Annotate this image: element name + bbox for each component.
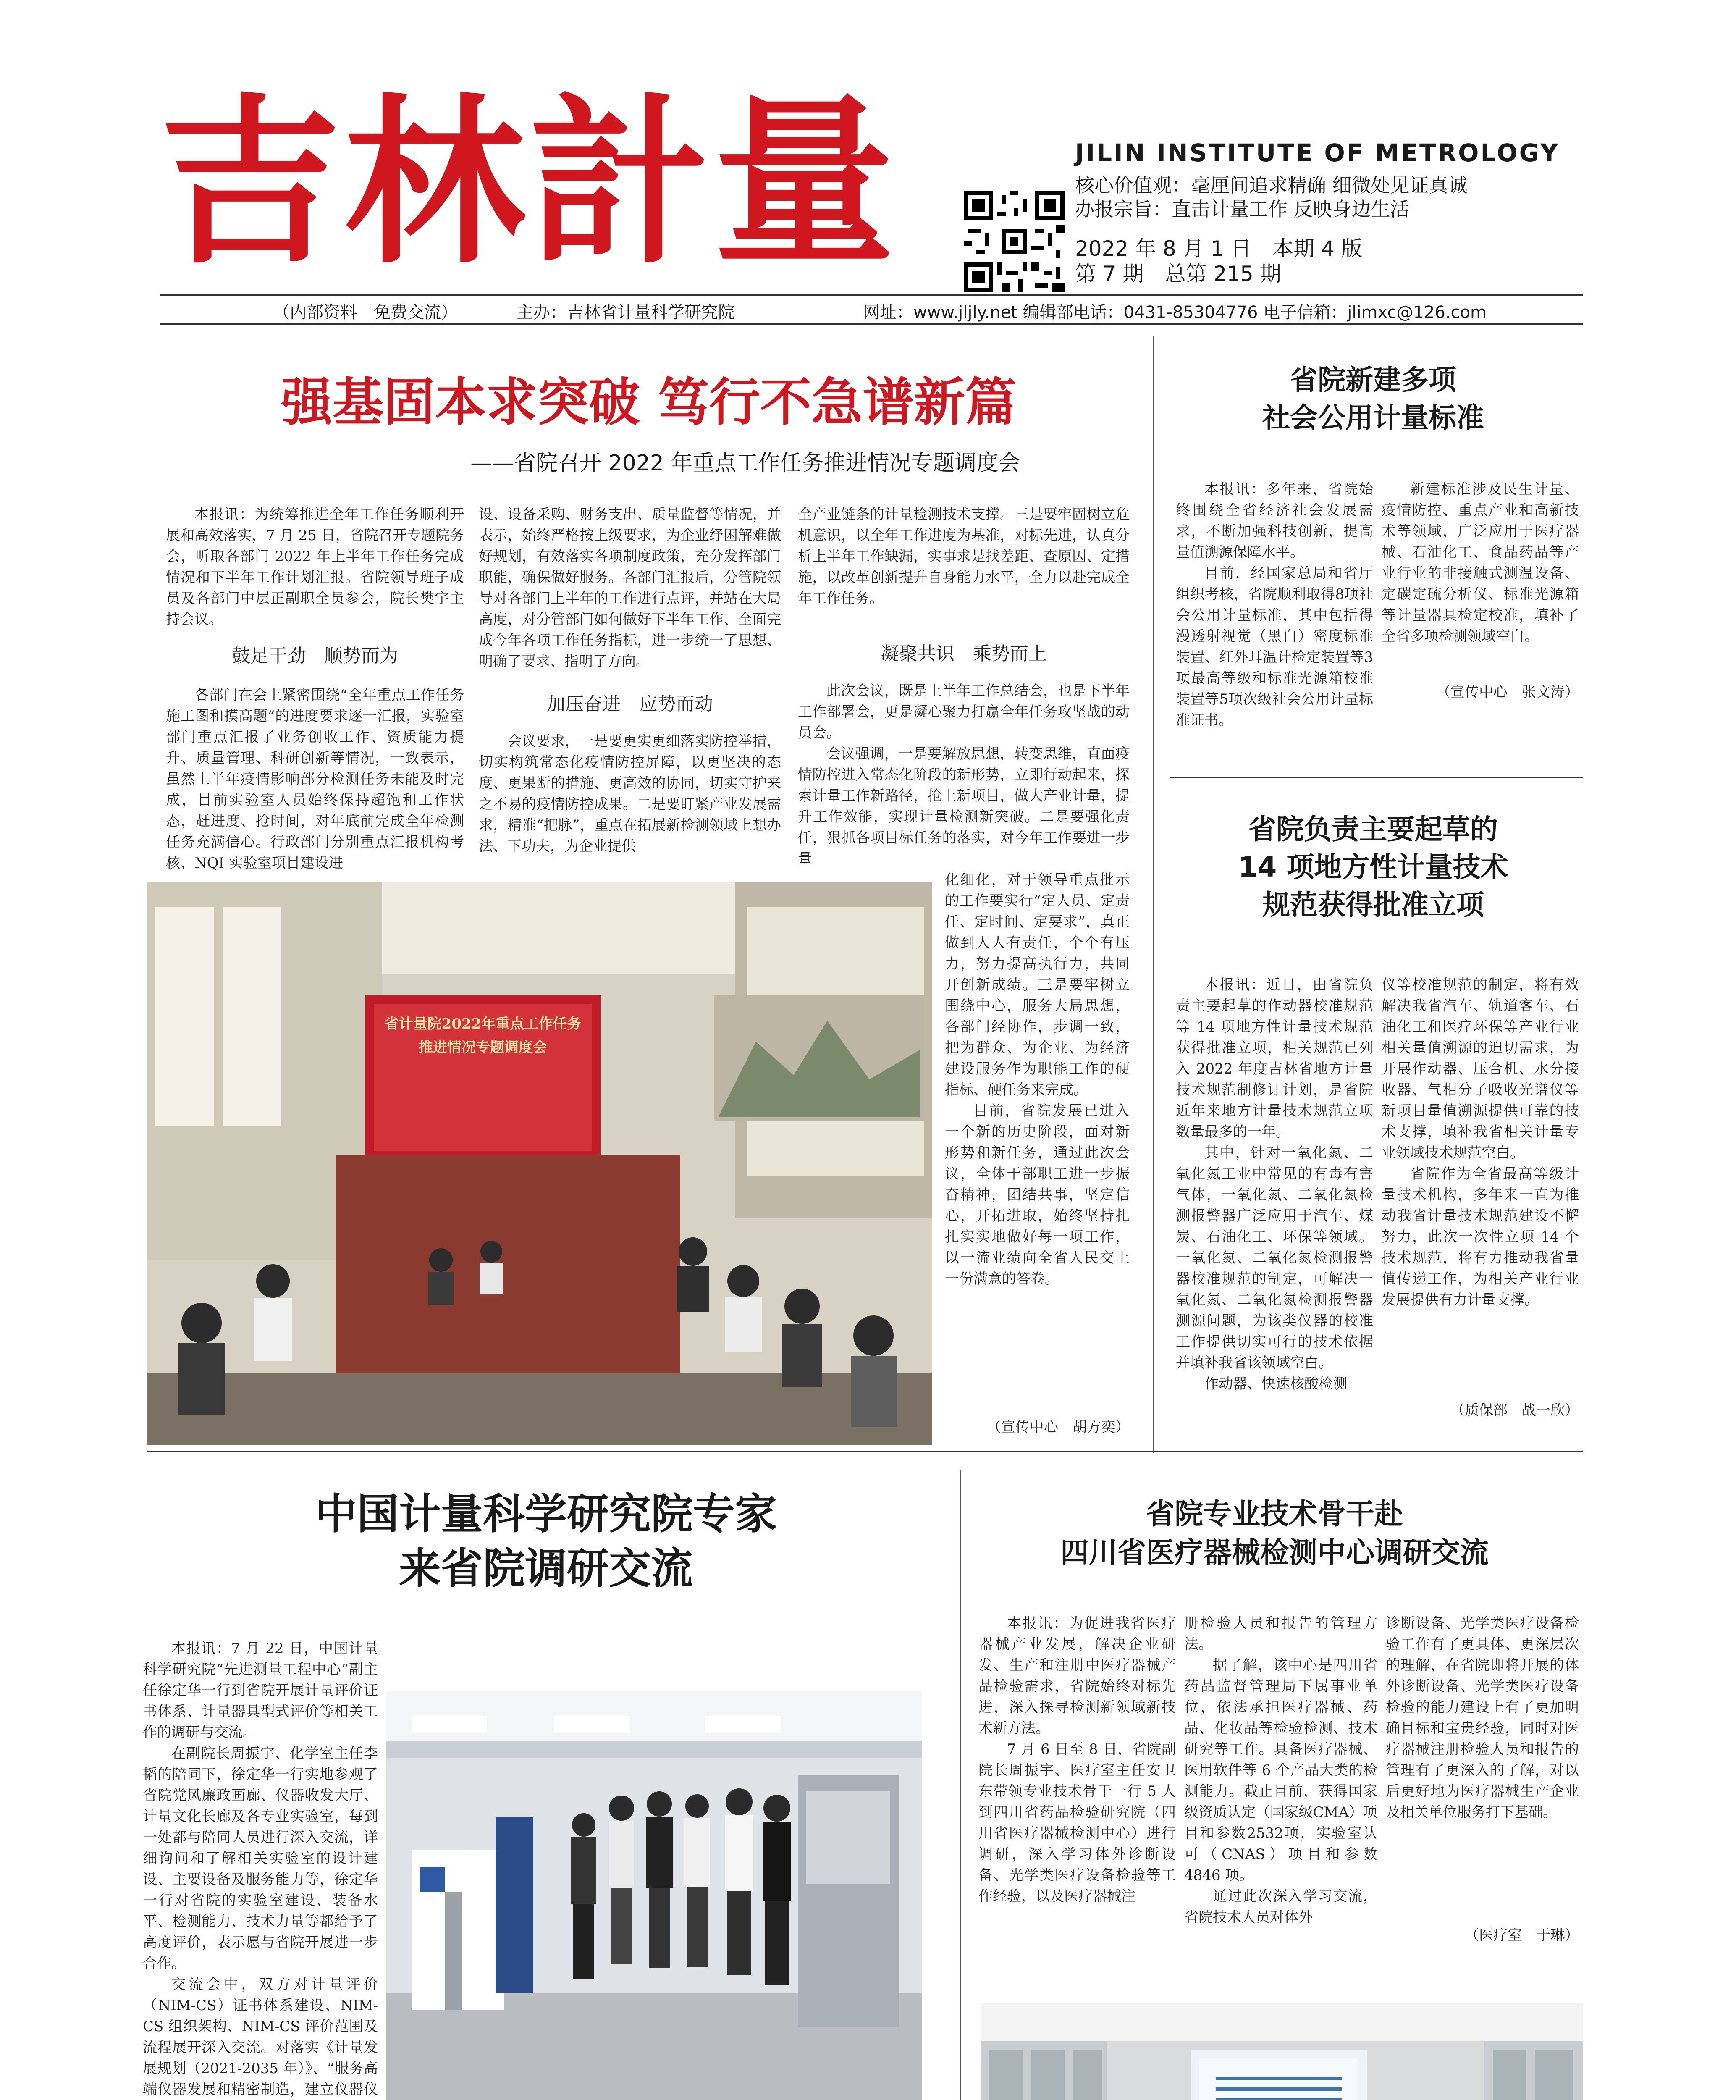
lead-credit: （宣传中心 胡方奕） [987,1419,1130,1436]
lead-photo-screen-text: 省计量院2022年重点工作任务推进情况专题调度会 [384,1016,582,1056]
infobar-contact: 网址：www.jljly.net 编辑部电话：0431-85304776 电子信箱：jlimxc@126.com [863,303,1487,322]
article-d-col2-p3: 通过此次深入学习交流，省院技术人员对体外 [1184,1888,1377,1926]
lead-col3-p2: 此次会议，既是上半年工作总结会，也是下半年工作部署会，更是凝心聚力打赢全年任务攻坚战的动员会。 [798,682,1130,741]
article-b-col1 [1176,974,1373,1394]
lead-col2-p2: 会议要求，一是要更实更细落实防控举措，切实构筑常态化疫情防控屏障，以更坚决的态度、更果断的措施、更高效的协同，切实守护来之不易的疫情防控成果。二是要盯紧产业发展需求，精准“把脉”，重点在拓展新检测领域上想办法、下功夫，为企业提供 [479,733,781,855]
article-b-col1-p3: 作动器、快速核酸检测 [1204,1376,1347,1392]
lead-col3 [798,504,1130,609]
infobar-top-rule [160,294,1583,296]
article-b-credit: （质保部 战一欣） [1450,1402,1579,1419]
article-b-title-1: 省院负责主要起草的 [1248,813,1498,845]
lead-col2-p1: 设、设备采购、财务支出、质量监督等情况，并表示，始终严格按上级要求，为企业纾困解难做好规划，有效落实各项制度政策，充分发挥部门职能，确保做好服务。各部门汇报后，分管院领导对各部门上半年的工作进行点评，并站在大局高度，对分管部门如何做好下半年工作、全面完成今年各项工作任务指标，进一步统一了思想、明确了要求、指明了方向。 [479,506,781,670]
lead-col1-b [166,685,464,874]
core-values: 核心价值观：毫厘间追求精确 细微处见证真诚 [1075,174,1468,197]
article-a-col1 [1176,479,1373,731]
lead-col2 [479,504,781,672]
lead-col4-p2: 目前，省院发展已进入一个新的历史阶段，面对新形势和新任务，通过此次会议，全体干部职工进一步振奋精神，团结共事，坚定信心，开拓进取，始终坚持扎扎实实地做好每一项工作，以一流业绩向全省人民交上一份满意的答卷。 [945,1102,1130,1287]
article-a-title-1: 省院新建多项 [1290,364,1456,396]
article-d-col1 [978,1613,1176,1907]
qr-code-icon [964,191,1065,292]
article-a-col2-p1: 新建标准涉及民生计量、疫情防控、重点产业和高新技术等领域，广泛应用于医疗器械、石油化工、食品药品等产业行业的非接触式测温设备、定碳定硫分析仪、标准光源箱等计量器具检定校准，填补了全省多项检测领域空白。 [1382,481,1579,645]
lead-meeting-photo [147,882,932,1445]
article-a-rule [1170,777,1583,778]
article-b-col2 [1382,974,1579,1310]
lead-col3-b [798,680,1130,869]
article-a-credit: （宣传中心 张文涛） [1436,684,1579,701]
lead-headline: 强基固本求突破 笃行不急谱新篇 [281,373,1017,432]
lead-col1-p1: 本报讯：为统筹推进全年工作任务顺利开展和高效落实，7 月 25 日，省院召开专题院务会，听取各部门 2022 年上半年工作任务完成情况和下半年工作计划汇报。省院领导班子成员及各部门中层正副职全员参会，院长樊宇主持会议。 [166,506,464,628]
lead-subtitle: ——省院召开 2022 年重点工作任务推进情况专题调度会 [470,451,1020,476]
infobar-sponsor: 主办：吉林省计量科学研究院 [517,303,735,322]
article-d-title-2: 四川省医疗器械检测中心调研交流 [1060,1536,1489,1570]
article-d-col2-p1: 册检验人员和报告的管理方法。 [1184,1615,1377,1653]
lead-col1 [166,504,464,630]
article-c-headline [151,1487,941,1596]
article-a-title-2: 社会公用计量标准 [1262,402,1484,434]
article-d-title-1: 省院专业技术骨干赴 [1146,1498,1403,1531]
article-c-col1-p1: 本报讯：7 月 22 日，中国计量科学研究院“先进测量工程中心”副主任徐定华一行到省院开展计量评价证书体系、计量器具型式评价等相关工作的调研与交流。 [143,1640,378,1741]
article-d-meeting-photo [981,2003,1583,2100]
lead-col1-p2: 各部门在会上紧密围绕“全年重点工作任务施工图和摸高题”的进度要求逐一汇报，实验室部门重点汇报了业务创收工作、资质能力提升、质量管理、科研创新等情况，一致表示，虽然上半年疫情影响部分检测任务未能及时完成，目前实验室人员始终保持超饱和工作状态，赶进度、抢时间，对年底前完成全年检测任务充满信心。行政部门分别重点汇报机构考核、NQI 实验室项目建设进 [166,687,464,872]
article-b-col1-p1: 本报讯：近日，由省院负责主要起草的作动器校准规范等 14 项地方性计量技术规范获得批准立项，相关规范已列入 2022 年度吉林省地方计量技术规范制修订计划，是省院近年来地方计量技术规范立项数量最多的一年。 [1176,976,1373,1140]
lead-subhead-2: 加压奋进 应势而动 [547,693,713,715]
article-a-col1-p2: 目前，经国家总局和省厅组织考核，省院顺利取得8项社会公用计量标准，其中包括得漫透射视觉（黑白）密度标准装置、红外耳温计检定装置等3项最高等级和标准光源箱校准装置等5项次级社会公用计量标准证书。 [1176,565,1373,729]
article-b-col2-p1: 仪等校准规范的制定，将有效解决我省汽车、轨道客车、石油化工和医疗环保等产业行业相关量值溯源的迫切需求，为开展作动器、压合机、水分接收器、气相分子吸收光谱仪等新项目量值溯源提供可靠的技术支撑，填补我省相关计量专业领域技术规范空白。 [1382,976,1579,1161]
article-d-col3-p1: 诊断设备、光学类医疗设备检验工作有了更具体、更深层次的理解，在省院即将开展的体外诊断设备、光学类医疗设备检验的能力建设上有了更加明确目标和宝贵经验，同时对医疗器械注册检验人员和报告的管理有了更深入的了解，对以后更好地为医疗器械生产企业及相关单位服务打下基础。 [1386,1615,1579,1821]
article-d-col1-p1: 本报讯：为促进我省医疗器械产业发展，解决企业研发、生产和注册中医疗器械产品检验需求，省院始终对标先进，深入探寻检测新领域新技术新方法。 [978,1615,1176,1737]
infobar-bottom-rule [160,323,1583,325]
lead-col4-p1: 化细化，对于领导重点批示的工作要实行“定人员、定责任、定时间、定要求”，真正做到人人有责任，个个有压力，努力提高执行力，共同开创新成绩。三是要牢树立围绕中心，服务大局思想，各部门经协作，步调一致，把为群众、为企业、为经济建设服务作为职能工作的硬指标、硬任务来完成。 [945,872,1130,1098]
article-a-col1-p1: 本报讯：多年来，省院始终围绕全省经济社会发展需求，不断加强科技创新，提高量值溯源保障水平。 [1176,481,1373,561]
middle-rule [147,1451,1583,1452]
purpose: 办报宗旨：直击计量工作 反映身边生活 [1075,198,1410,220]
article-c-col1 [143,1638,378,2100]
lead-col3-p1: 全产业链条的计量检测技术支撑。三是要牢固树立危机意识，以全年工作进度为基准，对标先进，认真分析上半年工作缺漏，实事求是找差距、查原因、定措施，以改革创新提升自身能力水平，全力以赴完成全年工作任务。 [798,506,1130,607]
article-d-col3 [1386,1613,1579,1823]
lead-col3-p3: 会议强调，一是要解放思想，转变思维，直面疫情防控进入常态化阶段的新形势，立即行动起来，探索计量工作新路径，抢上新项目，做大产业计量，提升工作效能，实现计量检测新突破。二是要强化责任，狠抓各项目标任务的落实，对今年工作要进一步量 [798,746,1130,867]
article-a-col2 [1382,479,1579,647]
article-b-title-2: 14 项地方性计量技术 [1238,851,1508,883]
issue-line: 第 7 期 总第 215 期 [1075,262,1281,286]
article-d-headline [966,1495,1583,1572]
article-d-col1-p2: 7 月 6 日至 8 日，省院副院长周振宇、医疗室主任安卫东带领专业技术骨干一行 5 人到四川省药品检验研究院（四川省医疗器械检测中心）进行调研，深入学习体外诊断设备、光学类医疗设备检验等工作经验，以及医疗器械注 [978,1741,1176,1905]
column-divider-top [1153,336,1154,1453]
article-a-headline [1172,361,1575,437]
lead-subhead-1: 鼓足干劲 顺势而为 [232,645,398,667]
article-b-col2-p2: 省院作为全省最高等级计量技术机构，多年来一直为推动我省计量技术规范建设不懈努力，此次一次性立项 14 个技术规范，将有力推动我省量值传递工作，为相关产业行业发展提供有力计量支撑。 [1382,1166,1579,1308]
date-line: 2022 年 8 月 1 日 本期 4 版 [1075,236,1362,261]
lead-col2-b [479,731,781,857]
article-c-col1-p3: 交流会中，双方对计量评价（NIM-CS）证书体系建设、NIM-CS 组织架构、NIM-CS 评价范围及流程展开深入交流。对落实《计量发展规划（2021-2035 年）》、“服务高端仪器发展和精密制造，建立仪器仪 [143,1976,378,2098]
article-d-credit: （医疗室 于琳） [1465,1927,1579,1944]
article-d-col2-p2: 据了解，该中心是四川省药品监督管理局下属事业单位，依法承担医疗器械、药品、化妆品等检验检测、技术研究等工作。具备医疗器械、医用软件等 6 个产品大类的检测能力。截止目前，获得国家级资质认定（国家级CMA）项目和参数2532项，实验室认可（CNAS）项目和参数 4846 项。 [1184,1657,1377,1884]
column-divider-bottom [960,1470,961,2100]
article-c-col1-p2: 在副院长周振宇、化学室主任李韬的陪同下，徐定华一行实地参观了省院党风廉政画廊、仪器收发大厅、计量文化长廊及各专业实验室，每到一处都与陪同人员进行深入交流，详细询问和了解相关实验室的设计建设、主要设备及服务能力等，徐定华一行对省院的实验室建设、装备水平、检测能力、技术力量等都给予了高度评价，表示愿与省院开展进一步合作。 [143,1745,378,1972]
article-b-title-3: 规范获得批准立项 [1262,889,1484,921]
english-name: JILIN INSTITUTE OF METROLOGY [1075,139,1560,167]
lead-col4 [945,869,1130,1289]
infobar-internal: （内部资料 免费交流） [273,303,458,322]
lead-subhead-3: 凝聚共识 乘势而上 [881,643,1047,664]
article-b-col1-p2: 其中，针对一氧化氮、二氧化氮工业中常见的有毒有害气体，一氧化氮、二氧化氮检测报警器广泛应用于汽车、煤炭、石油化工、环保等领域。一氧化氮、二氧化氮检测报警器校准规范的制定，可解决一氧化氮、二氧化氮检测报警器测源问题，为该类仪器的校准工作提供切实可行的技术依据并填补我省该领域空白。 [1176,1144,1373,1371]
article-d-col2 [1184,1613,1377,1928]
article-c-title-2: 来省院调研交流 [399,1544,693,1593]
article-c-lab-photo [386,1690,922,2100]
masthead-title: 吉林計量 [160,76,899,289]
article-c-title-1: 中国计量科学研究院专家 [315,1489,777,1538]
article-b-headline [1172,811,1575,924]
